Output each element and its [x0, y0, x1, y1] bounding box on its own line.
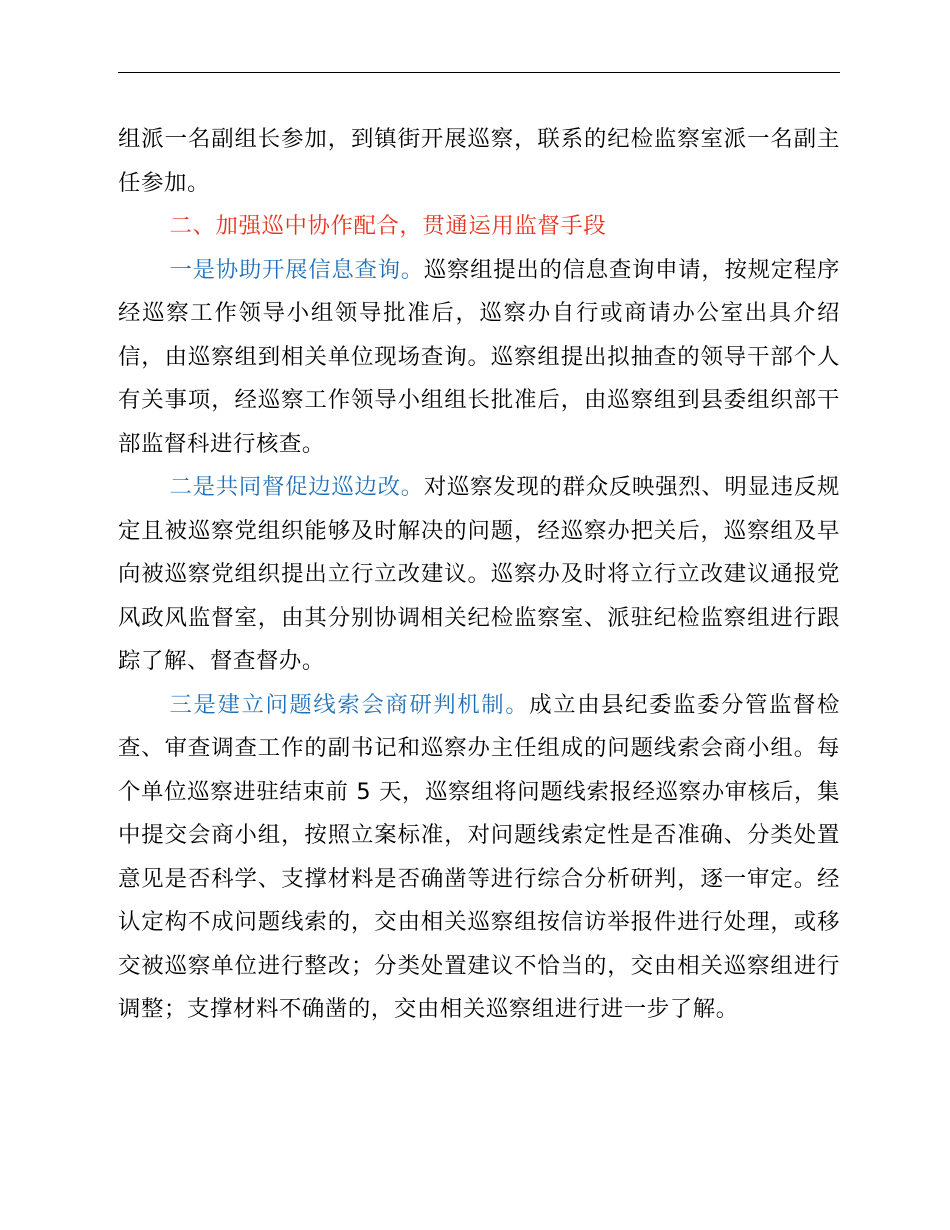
- paragraph-info-query: [118, 249, 840, 467]
- paragraph-lead: 一是协助开展信息查询。: [169, 256, 424, 283]
- paragraph-continuation: 组派一名副组长参加，到镇街开展巡察，联系的纪检监察室派一名副主任参加。: [118, 126, 840, 196]
- section-heading: 二、加强巡中协作配合，贯通运用监督手段: [169, 213, 607, 239]
- document-body: [118, 118, 840, 1032]
- paragraph-lead: 三是建立问题线索会商研判机制。: [169, 691, 530, 718]
- paragraph-text: 成立由县纪委监委分管监督检查、审查调查工作的副书记和巡察办主任组成的问题线索会商小组。每个单位巡察进驻结束前 5 天，巡察组将问题线索报经巡察办审核后，集中提交会商小组，按照立案标准，对问题线索定性是否准确、分类处置意见是否科学、支撑材料是否确凿等进行综合分析研判，逐一审定。经认定构不成问题线索的，交由相关巡察组按信访举报件进行处理，或移交被巡察单位进行整改；分类处置建议不恰当的，交由相关巡察组进行调整；支撑材料不确凿的，交由相关巡察组进行进一步了解。: [118, 691, 840, 1022]
- paragraph-clue-review: [118, 684, 840, 1032]
- paragraph-lead: 二是共同督促边巡边改。: [169, 474, 424, 500]
- paragraph-text: 对巡察发现的群众反映强烈、明显违反规定且被巡察党组织能够及时解决的问题，经巡察办把关后，巡察组及早向被巡察党组织提出立行立改建议。巡察办及时将立行立改建议通报党风政风监督室，由其分别协调相关纪检监察室、派驻纪检监察组进行跟踪了解、督查督办。: [118, 474, 840, 674]
- paragraph-rectification: [118, 466, 840, 684]
- header-rule: [118, 72, 840, 73]
- paragraph-text: 巡察组提出的信息查询申请，按规定程序经巡察工作领导小组领导批准后，巡察办自行或商请办公室出具介绍信，由巡察组到相关单位现场查询。巡察组提出拟抽查的领导干部个人有关事项，经巡察工作领导小组组长批准后，由巡察组到县委组织部干部监督科进行核查。: [118, 256, 840, 457]
